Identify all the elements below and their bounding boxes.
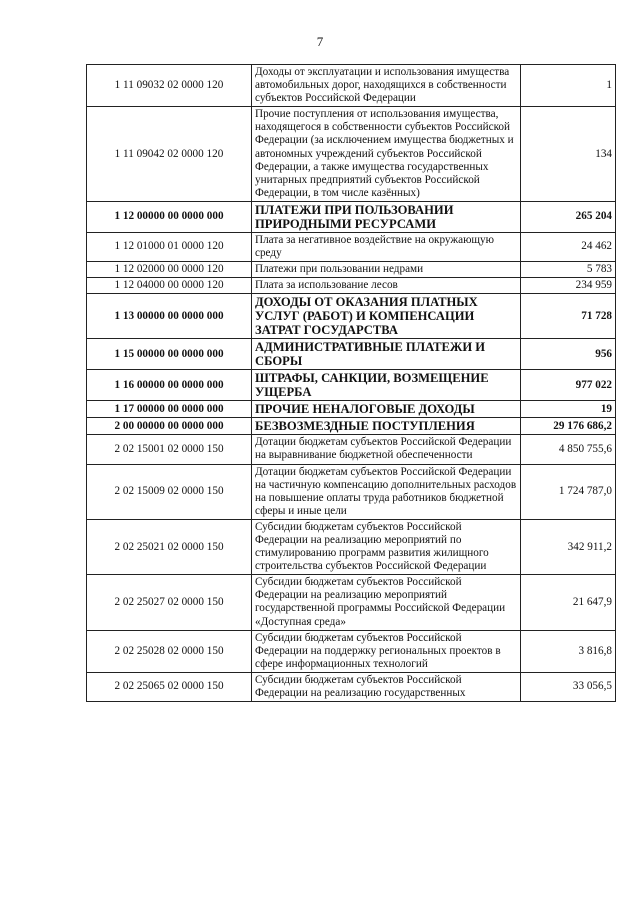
row-code: 1 16 00000 00 0000 000 — [87, 370, 252, 401]
table-row — [87, 464, 616, 519]
row-sum: 5 783 — [521, 262, 616, 278]
row-name: БЕЗВОЗМЕЗДНЫЕ ПОСТУПЛЕНИЯ — [252, 418, 521, 435]
row-name: Доходы от эксплуатации и использования имущества автомобильных дорог, находящихся в собственности субъектов Российской Федерации — [252, 65, 521, 107]
row-sum: 3 816,8 — [521, 630, 616, 672]
table-row — [87, 435, 616, 464]
row-name: ПРОЧИЕ НЕНАЛОГОВЫЕ ДОХОДЫ — [252, 401, 521, 418]
row-name: Субсидии бюджетам субъектов Российской Федерации на реализацию мероприятий по стимулированию программ развития жилищного строительства субъектов Российской Федерации — [252, 519, 521, 574]
revenue-table — [86, 64, 616, 702]
row-sum: 19 — [521, 401, 616, 418]
row-sum: 265 204 — [521, 201, 616, 232]
row-code: 1 15 00000 00 0000 000 — [87, 339, 252, 370]
table-row — [87, 294, 616, 339]
row-sum: 956 — [521, 339, 616, 370]
row-sum: 977 022 — [521, 370, 616, 401]
row-code: 1 11 09032 02 0000 120 — [87, 65, 252, 107]
row-name: АДМИНИСТРАТИВНЫЕ ПЛАТЕЖИ И СБОРЫ — [252, 339, 521, 370]
table-row — [87, 630, 616, 672]
row-name: Плата за негативное воздействие на окружающую среду — [252, 232, 521, 261]
row-code: 2 02 25065 02 0000 150 — [87, 672, 252, 701]
row-sum: 1 — [521, 65, 616, 107]
row-sum: 71 728 — [521, 294, 616, 339]
row-sum: 1 724 787,0 — [521, 464, 616, 519]
row-name: Платежи при пользовании недрами — [252, 262, 521, 278]
table-row — [87, 672, 616, 701]
table-row — [87, 201, 616, 232]
row-sum: 234 959 — [521, 278, 616, 294]
row-code: 1 12 01000 01 0000 120 — [87, 232, 252, 261]
row-sum: 134 — [521, 107, 616, 202]
row-code: 1 17 00000 00 0000 000 — [87, 401, 252, 418]
row-code: 2 02 25028 02 0000 150 — [87, 630, 252, 672]
table-row — [87, 519, 616, 574]
row-code: 1 12 04000 00 0000 120 — [87, 278, 252, 294]
page-number: 7 — [316, 34, 324, 49]
row-code: 1 12 02000 00 0000 120 — [87, 262, 252, 278]
row-name: Субсидии бюджетам субъектов Российской Федерации на реализацию мероприятий государственной программы Российской Федерации «Доступная среда» — [252, 575, 521, 630]
row-sum: 33 056,5 — [521, 672, 616, 701]
row-sum: 342 911,2 — [521, 519, 616, 574]
table-row — [87, 575, 616, 630]
row-name: Дотации бюджетам субъектов Российской Федерации на выравнивание бюджетной обеспеченности — [252, 435, 521, 464]
table-row — [87, 401, 616, 418]
table-row — [87, 262, 616, 278]
row-name: Прочие поступления от использования имущества, находящегося в собственности субъектов Российской Федерации (за исключением имущества бюджетных и автономных учреждений субъектов Российской Федерации, а также имущества государственных унитарных предприятий субъектов Российской Федерации, в том числе казённых) — [252, 107, 521, 202]
revenue-table-body — [87, 65, 616, 702]
table-row — [87, 232, 616, 261]
table-row — [87, 65, 616, 107]
table-row — [87, 339, 616, 370]
row-sum: 24 462 — [521, 232, 616, 261]
row-code: 2 02 25027 02 0000 150 — [87, 575, 252, 630]
row-code: 2 02 15009 02 0000 150 — [87, 464, 252, 519]
table-row — [87, 107, 616, 202]
row-name: ШТРАФЫ, САНКЦИИ, ВОЗМЕЩЕНИЕ УЩЕРБА — [252, 370, 521, 401]
row-sum: 21 647,9 — [521, 575, 616, 630]
table-row — [87, 370, 616, 401]
row-name: Субсидии бюджетам субъектов Российской Федерации на реализацию государственных — [252, 672, 521, 701]
row-name: Плата за использование лесов — [252, 278, 521, 294]
row-code: 1 11 09042 02 0000 120 — [87, 107, 252, 202]
row-name: Субсидии бюджетам субъектов Российской Федерации на поддержку региональных проектов в сфере информационных технологий — [252, 630, 521, 672]
row-name: Дотации бюджетам субъектов Российской Федерации на частичную компенсацию дополнительных расходов на повышение оплаты труда работников бюджетной сферы и иные цели — [252, 464, 521, 519]
row-name: ДОХОДЫ ОТ ОКАЗАНИЯ ПЛАТНЫХ УСЛУГ (РАБОТ) И КОМПЕНСАЦИИ ЗАТРАТ ГОСУДАРСТВА — [252, 294, 521, 339]
row-code: 1 12 00000 00 0000 000 — [87, 201, 252, 232]
row-code: 2 02 15001 02 0000 150 — [87, 435, 252, 464]
table-row — [87, 418, 616, 435]
row-sum: 29 176 686,2 — [521, 418, 616, 435]
row-code: 2 00 00000 00 0000 000 — [87, 418, 252, 435]
table-row — [87, 278, 616, 294]
row-code: 2 02 25021 02 0000 150 — [87, 519, 252, 574]
row-sum: 4 850 755,6 — [521, 435, 616, 464]
row-code: 1 13 00000 00 0000 000 — [87, 294, 252, 339]
row-name: ПЛАТЕЖИ ПРИ ПОЛЬЗОВАНИИ ПРИРОДНЫМИ РЕСУРСАМИ — [252, 201, 521, 232]
